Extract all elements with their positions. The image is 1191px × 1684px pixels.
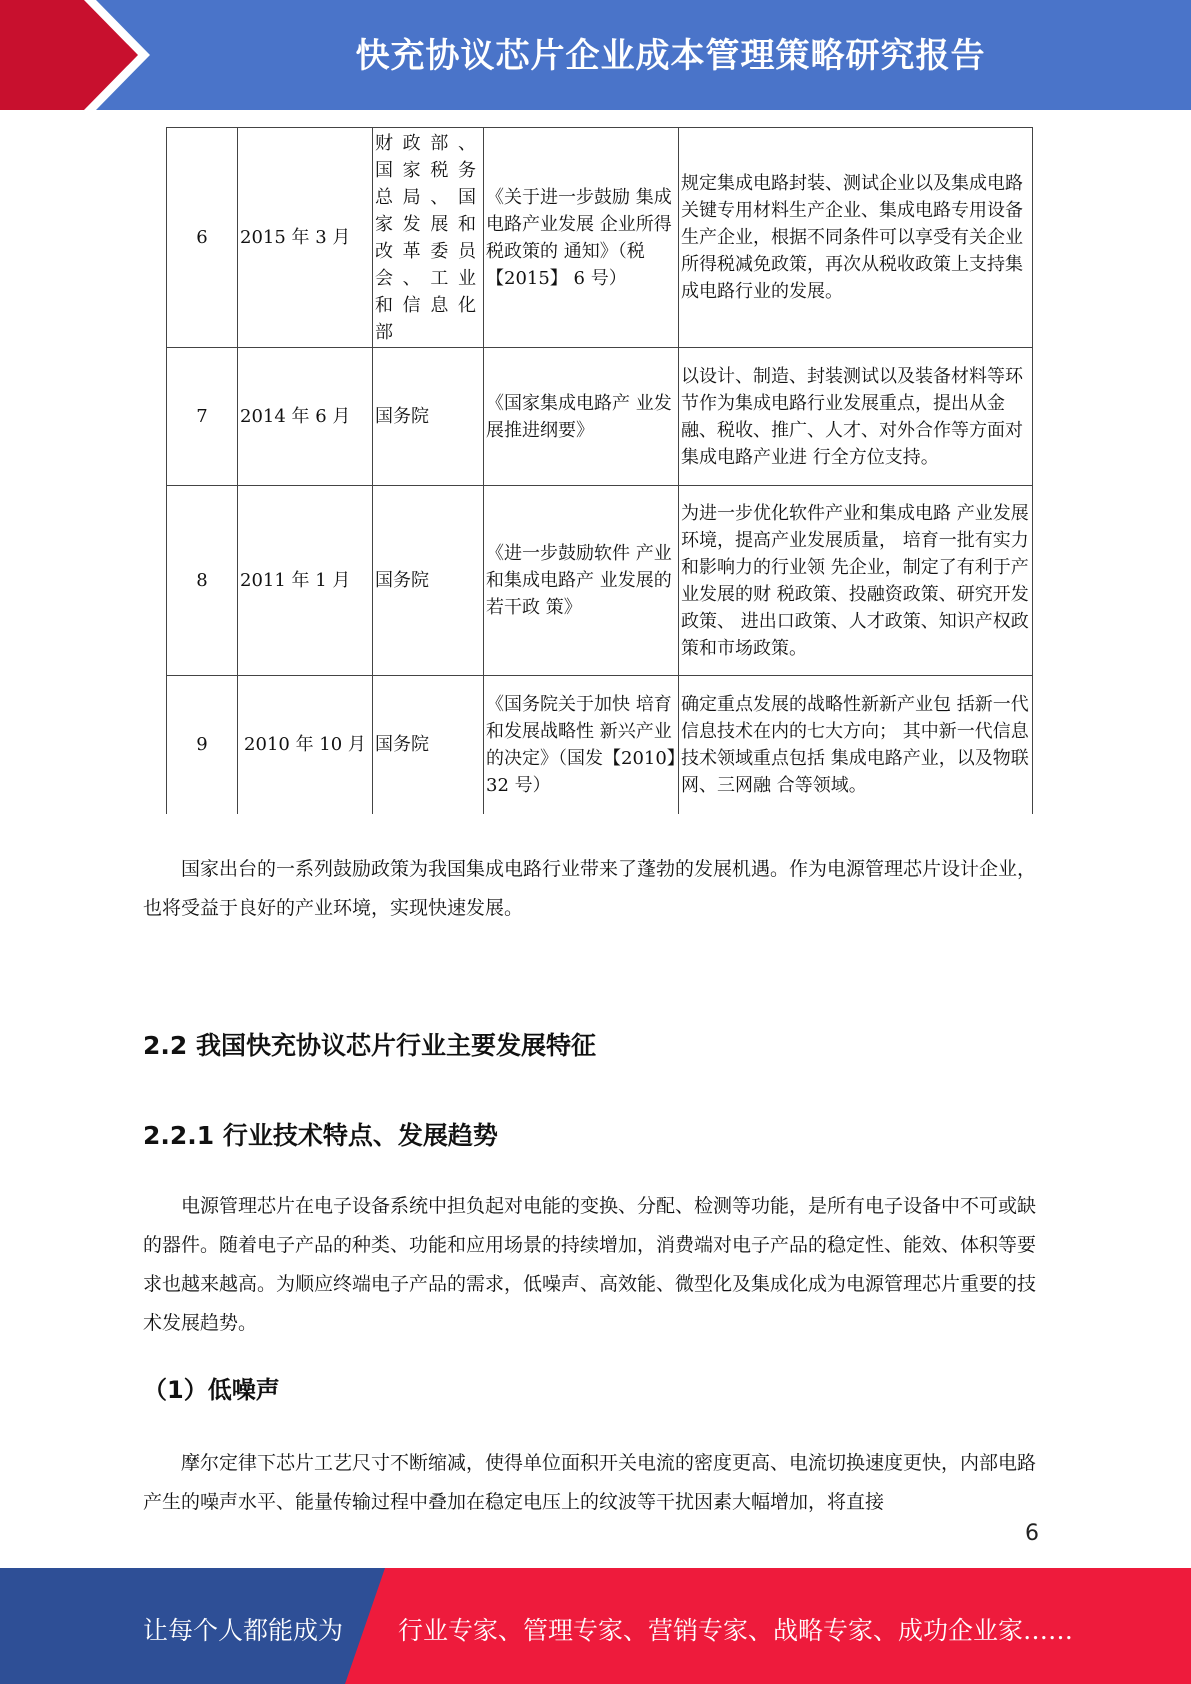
section-heading-2-2-1: 2.2.1 行业技术特点、发展趋势 bbox=[143, 1121, 498, 1150]
issuing-department: 国务院 bbox=[373, 348, 484, 486]
subheading-low-noise: （1）低噪声 bbox=[143, 1376, 280, 1404]
header-chevron-icon bbox=[0, 0, 140, 110]
section-heading-2-2: 2.2 我国快充协议芯片行业主要发展特征 bbox=[143, 1031, 596, 1060]
row-number: 6 bbox=[167, 128, 238, 348]
row-number: 9 bbox=[167, 676, 238, 814]
footer-slogan-right: 行业专家、管理专家、营销专家、战略专家、成功企业家…… bbox=[398, 1616, 1074, 1645]
policy-description: 以设计、制造、封装测试以及装备材料等环节作为集成电路行业发展重点，提出从金融、税收、推广、人才、对外合作等方面对集成电路产业进 行全方位支持。 bbox=[679, 348, 1033, 486]
document-title: 快充协议芯片企业成本管理策略研究报告 bbox=[355, 36, 986, 76]
policy-document: 《进一步鼓励软件 产业和集成电路产 业发展的若干政 策》 bbox=[484, 486, 679, 676]
issuing-department: 国务院 bbox=[373, 676, 484, 814]
table-row bbox=[167, 128, 1033, 348]
policy-table bbox=[166, 127, 1033, 814]
policy-document: 《国家集成电路产 业发展推进纲要》 bbox=[484, 348, 679, 486]
policy-description: 规定集成电路封装、测试企业以及集成电路关键专用材料生产企业、集成电路专用设备生产企业，根据不同条件可以享受有关企业所得税减免政策，再次从税收政策上支持集成电路行业的发展。 bbox=[679, 128, 1033, 348]
low-noise-paragraph: 摩尔定律下芯片工艺尺寸不断缩减，使得单位面积开关电流的密度更高、电流切换速度更快，内部电路产生的噪声水平、能量传输过程中叠加在稳定电压上的纹波等干扰因素大幅增加，将直接 bbox=[143, 1452, 1037, 1513]
issue-date: 2015 年 3 月 bbox=[238, 128, 373, 348]
row-number: 8 bbox=[167, 486, 238, 676]
issue-date: 2010 年 10 月 bbox=[238, 676, 373, 814]
policy-description: 确定重点发展的战略性新新产业包 括新一代信息技术在内的七大方向； 其中新一代信息技术领域重点包括 集成电路产业，以及物联网、三网融 合等领域。 bbox=[679, 676, 1033, 814]
issue-date: 2014 年 6 月 bbox=[238, 348, 373, 486]
issuing-department: 财政部、国家税务总局、国家发展和改革委员会、工业和信息化部 bbox=[373, 128, 484, 348]
table-row bbox=[167, 486, 1033, 676]
table-row bbox=[167, 348, 1033, 486]
tech-trend-paragraph: 电源管理芯片在电子设备系统中担负起对电能的变换、分配、检测等功能，是所有电子设备中不可或缺的器件。随着电子产品的种类、功能和应用场景的持续增加，消费端对电子产品的稳定性、能效、体积等要求也越来越高。为顺应终端电子产品的需求，低噪声、高效能、微型化及集成化成为电源管理芯片重要的技术发展趋势。 bbox=[143, 1195, 1037, 1334]
issue-date: 2011 年 1 月 bbox=[238, 486, 373, 676]
issuing-department: 国务院 bbox=[373, 486, 484, 676]
table-row bbox=[167, 676, 1033, 814]
policy-summary-paragraph: 国家出台的一系列鼓励政策为我国集成电路行业带来了蓬勃的发展机遇。作为电源管理芯片设计企业，也将受益于良好的产业环境，实现快速发展。 bbox=[143, 858, 1037, 919]
page-number: 6 bbox=[1025, 1521, 1039, 1546]
policy-description: 为进一步优化软件产业和集成电路 产业发展环境，提高产业发展质量， 培育一批有实力和影响力的行业领 先企业，制定了有利于产业发展的财 税政策、投融资政策、研究开发政策、 进出口政策、人才政策、知识产权政 策和市场政策。 bbox=[679, 486, 1033, 676]
footer-slogan-left: 让每个人都能成为 bbox=[143, 1616, 344, 1645]
policy-document: 《关于进一步鼓励 集成电路产业发展 企业所得税政策的 通知》（税【2015】 6 号） bbox=[484, 128, 679, 348]
page-header-banner bbox=[0, 0, 1191, 110]
page-footer-banner bbox=[0, 1568, 1191, 1684]
row-number: 7 bbox=[167, 348, 238, 486]
policy-document: 《国务院关于加快 培育和发展战略性 新兴产业的决定》（国发【2010】32 号） bbox=[484, 676, 679, 814]
